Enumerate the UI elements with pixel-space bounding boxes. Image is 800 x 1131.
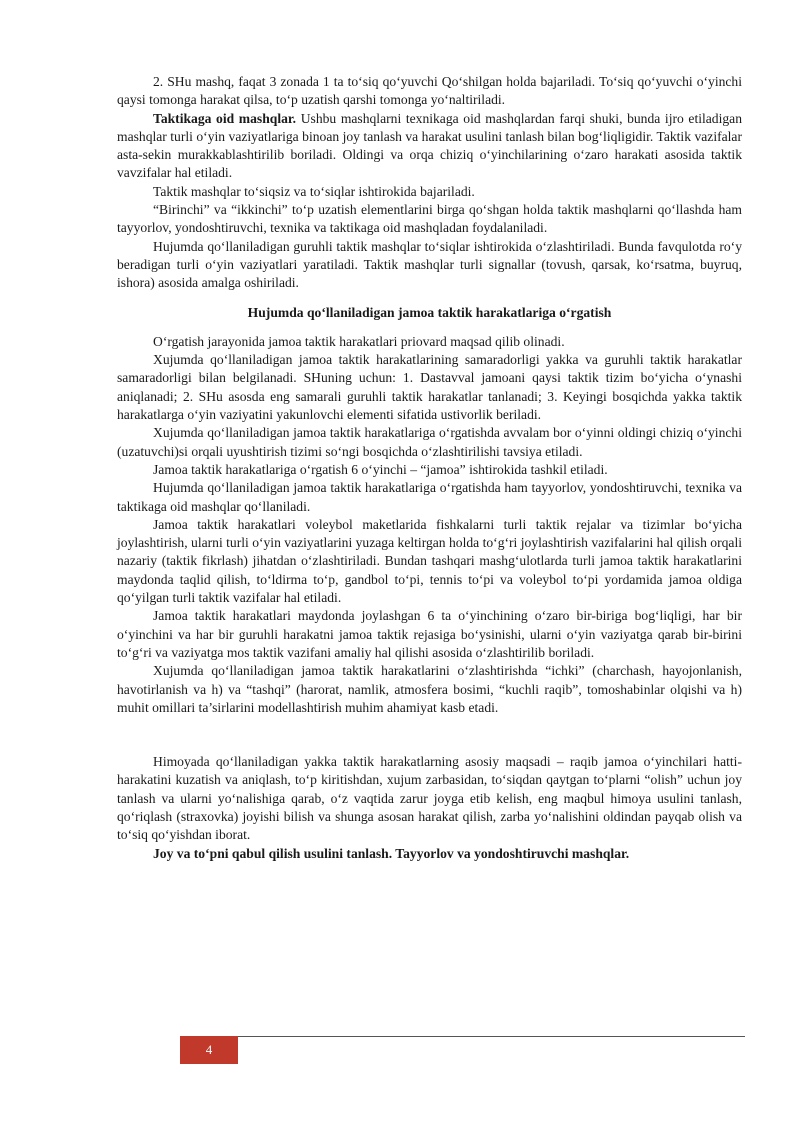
page-number: 4	[205, 1042, 213, 1057]
paragraph: Jamoa taktik harakatlari voleybol maketlarida fishkalarni turli taktik rejalar va tizimlar bo‘yicha joylashtirish, ularni turli o‘yin vaziyatlarini yuzaga keltirgan holda to‘g‘ri joylashtirish vazifalarini hal qilish orqali nazariy (taktik fikrlash) jihatdan o‘zlashtiriladi. Bundan tashqari mashg‘ulotlarda turli jamoa taktik harakatlarini maydonda taqlid qilish, to‘ldirma to‘p, gandbol to‘pi, tennis to‘pi va voleybol to‘pi yordamida jamoa oldiga qo‘yilgan turli taktik vazifalar hal etiladi.	[117, 516, 742, 606]
paragraph: Taktik mashqlar to‘siqsiz va to‘siqlar ishtirokida bajariladi.	[153, 183, 475, 199]
paragraph: Hujumda qo‘llaniladigan guruhli taktik mashqlar to‘siqlar ishtirokida o‘zlashtiriladi. Bunda favqulotda ro‘y beradigan turli o‘yin vaziyatlari yaratiladi. Taktik mashqlar turli signallar (tovush, qarsak, ko‘rsatma, buyruq, ishora) asosida amalga oshiriladi.	[117, 238, 742, 291]
paragraph-bold-lead: Taktikaga oid mashqlar.	[153, 110, 297, 126]
subheading-paragraph: Joy va to‘pni qabul qilish usulini tanlash. Tayyorlov va yondoshtiruvchi mashqlar.	[153, 845, 630, 861]
paragraph: Himoyada qo‘llaniladigan yakka taktik harakatlarning asosiy maqsadi – raqib jamoa o‘yinchilari hatti-harakatini kuzatish va aniqlash, to‘p kiritishdan, xujum zarbasidan, to‘siqdan qaytgan to‘plarni “olish” uchun joy tanlash va ularni yo‘nalishiga qarab, o‘z vaqtida zarur joyga etib kelish, eng maqbul himoya usulini tanlash, qo‘riqlash (straxovka) joyishi bilish va shunga asosan harakat qilish, zarba yo‘nalishini oldindan payqab olish va to‘siq qo‘yishdan iborat.	[117, 754, 742, 843]
paragraph	[117, 110, 742, 183]
paragraph: “Birinchi” va “ikkinchi” to‘p uzatish elementlarini birga qo‘shgan holda taktik mashqlarni qo‘llashda ham tayyorlov, yondoshtiruvchi, texnika va taktikaga oid mashqladan foydalaniladi.	[117, 202, 742, 236]
document-body	[117, 73, 742, 863]
paragraph: O‘rgatish jarayonida jamoa taktik harakatlari priovard maqsad qilib olinadi.	[153, 333, 565, 349]
paragraph: Jamoa taktik harakatlariga o‘rgatish 6 o‘yinchi – “jamoa” ishtirokida tashkil etiladi.	[153, 461, 608, 477]
paragraph: Jamoa taktik harakatlari maydonda joylashgan 6 ta o‘yinchining o‘zaro bir-biriga bog‘liqligi, har bir o‘yinchini va har bir guruhli harakatni jamoa taktik rejasiga bo‘ysinishi, ularni o‘yin vaziyatga qarab bir-birini to‘g‘ri va vaziyatga mos taktik vazifani amaliy hal qilishi asosida o‘zlashtirilib boriladi.	[117, 608, 742, 660]
page-number-badge	[180, 1036, 238, 1064]
paragraph: Xujumda qo‘llaniladigan jamoa taktik harakatlarini o‘zlashtirishda “ichki” (charchash, hayojonlanish, havotirlanish va h) va “tashqi” (harorat, namlik, atmosfera bosimi, “kuchli raqib”, tomoshabinlar olqishi va h) muhit omillari ta’sirlarini modellashtirish muhim ahamiyat kasb etadi.	[117, 663, 742, 715]
paragraph: Hujumda qo‘llaniladigan jamoa taktik harakatlariga o‘rgatishda ham tayyorlov, yondoshtiruvchi, texnika va taktikaga oid mashqlar qo‘llaniladi.	[117, 480, 742, 514]
paragraph: Xujumda qo‘llaniladigan jamoa taktik harakatlarining samaradorligi yakka va guruhli taktik harakatlar samaradorligi bilan belgilanadi. SHuning uchun: 1. Dastavval jamoani qaysi taktik tizim bo‘yicha o‘ynashi aniqlanadi; 2. SHu asosda eng samarali guruhli taktik harakatlar tanlanadi; 3. Keyingi bosqichda yakka taktik harakatlarga o‘yin vaziyatini yakunlovchi elementi sifatida ustivorlik beriladi.	[117, 352, 742, 423]
section-heading: Hujumda qo‘llaniladigan jamoa taktik harakatlariga o‘rgatish	[247, 304, 612, 320]
footer-divider	[180, 1036, 745, 1037]
paragraph: 2. SHu mashq, faqat 3 zonada 1 ta to‘siq qo‘yuvchi Qo‘shilgan holda bajariladi. To‘siq qo‘yuvchi o‘yinchi qaysi tomonga harakat qilsa, to‘p uzatish qarshi tomonga yo‘naltiriladi.	[117, 74, 742, 108]
paragraph-body: Ushbu mashqlarni texnikaga oid mashqlardan farqi shuki, bunda ijro etiladigan mashqlar turli o‘yin vaziyatlariga binoan joy tanlash va harakat usulini tanlash bilan bog‘liqligidir. Taktik vazifalar asta-sekin murakkablashtirilib boriladi. Oldingi va orqa chiziq o‘yinchilarining o‘zaro harakati asosida taktik vavzifalar hal etiladi.	[117, 110, 743, 181]
paragraph: Xujumda qo‘llaniladigan jamoa taktik harakatlariga o‘rgatishda avvalam bor o‘yinni oldingi chiziq o‘yinchi (uzatuvchi)si orqali uyushtirish tizimi so‘ngi bosqichda o‘zlashtirilishi tavsiya etiladi.	[117, 425, 742, 459]
